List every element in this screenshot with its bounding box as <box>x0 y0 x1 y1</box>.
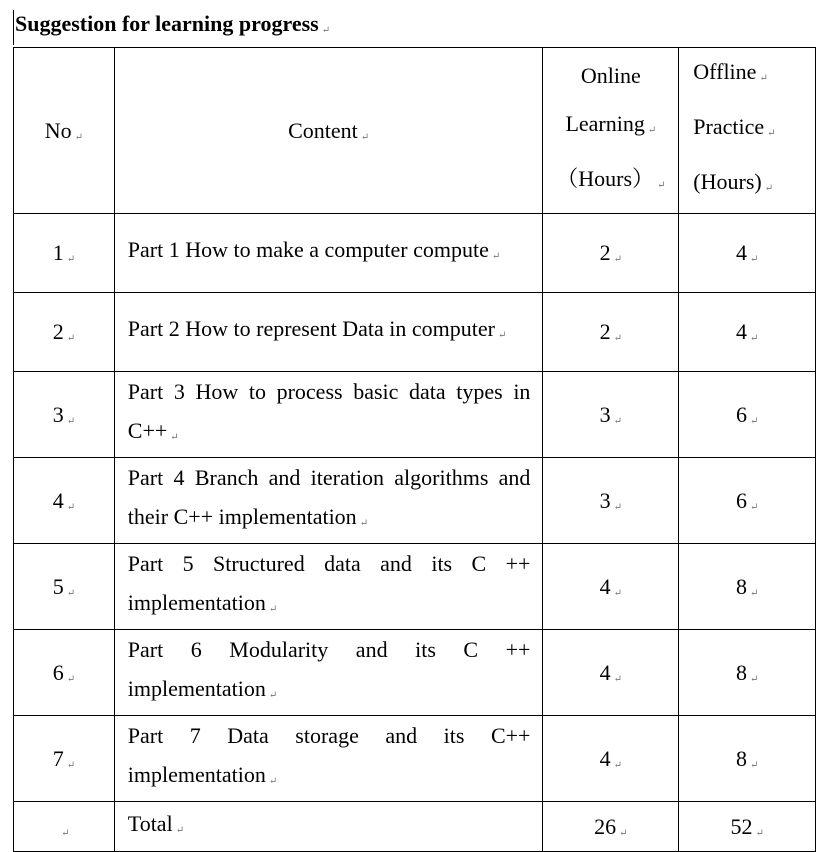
no-cell: 4 ↵ <box>14 458 115 544</box>
online-hours-cell: 3 ↵ <box>543 458 679 544</box>
online-hours-cell: 2 ↵ <box>543 214 679 293</box>
online-hours-cell: 3 ↵ <box>543 372 679 458</box>
paragraph-mark-icon <box>319 11 330 36</box>
total-offline: 52 ↵ <box>679 802 816 852</box>
table-row <box>14 630 816 716</box>
table-row <box>14 544 816 630</box>
content-cell: Part 1 How to make a computer compute ↵ <box>114 214 543 293</box>
total-label: Total ↵ <box>114 802 543 852</box>
header-offline-practice: Offline ↵ Practice ↵ (Hours) ↵ <box>679 48 816 214</box>
content-cell: Part 2 How to represent Data in computer ↵ <box>114 293 543 372</box>
no-cell: 5 ↵ <box>14 544 115 630</box>
content-cell: Part 6 Modularity and its C ++ implementation ↵ <box>114 630 543 716</box>
offline-hours-cell: 8 ↵ <box>679 716 816 802</box>
offline-hours-cell: 4 ↵ <box>679 214 816 293</box>
content-cell: Part 3 How to process basic data types in C++ ↵ <box>114 372 543 458</box>
no-cell: 2 ↵ <box>14 293 115 372</box>
table-row <box>14 458 816 544</box>
header-content: Content ↵ <box>114 48 543 214</box>
table-row <box>14 716 816 802</box>
header-no: No ↵ <box>14 48 115 214</box>
offline-hours-cell: 6 ↵ <box>679 458 816 544</box>
document-title: Suggestion for learning progress ↵ <box>13 10 330 45</box>
total-no-cell <box>14 802 115 852</box>
online-hours-cell: 4 ↵ <box>543 716 679 802</box>
table-total-row <box>14 802 816 852</box>
offline-hours-cell: 4 ↵ <box>679 293 816 372</box>
offline-hours-cell: 8 ↵ <box>679 630 816 716</box>
content-cell: Part 4 Branch and iteration algorithms and their C++ implementation ↵ <box>114 458 543 544</box>
table-row <box>14 372 816 458</box>
online-hours-cell: 2 ↵ <box>543 293 679 372</box>
table-row <box>14 214 816 293</box>
offline-hours-cell: 8 ↵ <box>679 544 816 630</box>
online-hours-cell: 4 ↵ <box>543 544 679 630</box>
header-online-learning: Online Learning ↵ （Hours） ↵ <box>543 48 679 214</box>
no-cell: 6 ↵ <box>14 630 115 716</box>
no-cell: 7 ↵ <box>14 716 115 802</box>
no-cell: 1 ↵ <box>14 214 115 293</box>
online-hours-cell: 4 ↵ <box>543 630 679 716</box>
learning-progress-table <box>13 47 816 852</box>
table-row <box>14 293 816 372</box>
table-header-row <box>14 48 816 214</box>
no-cell: 3 ↵ <box>14 372 115 458</box>
total-online: 26 ↵ <box>543 802 679 852</box>
content-cell: Part 7 Data storage and its C++ implementation ↵ <box>114 716 543 802</box>
offline-hours-cell: 6 ↵ <box>679 372 816 458</box>
content-cell: Part 5 Structured data and its C ++ implementation ↵ <box>114 544 543 630</box>
